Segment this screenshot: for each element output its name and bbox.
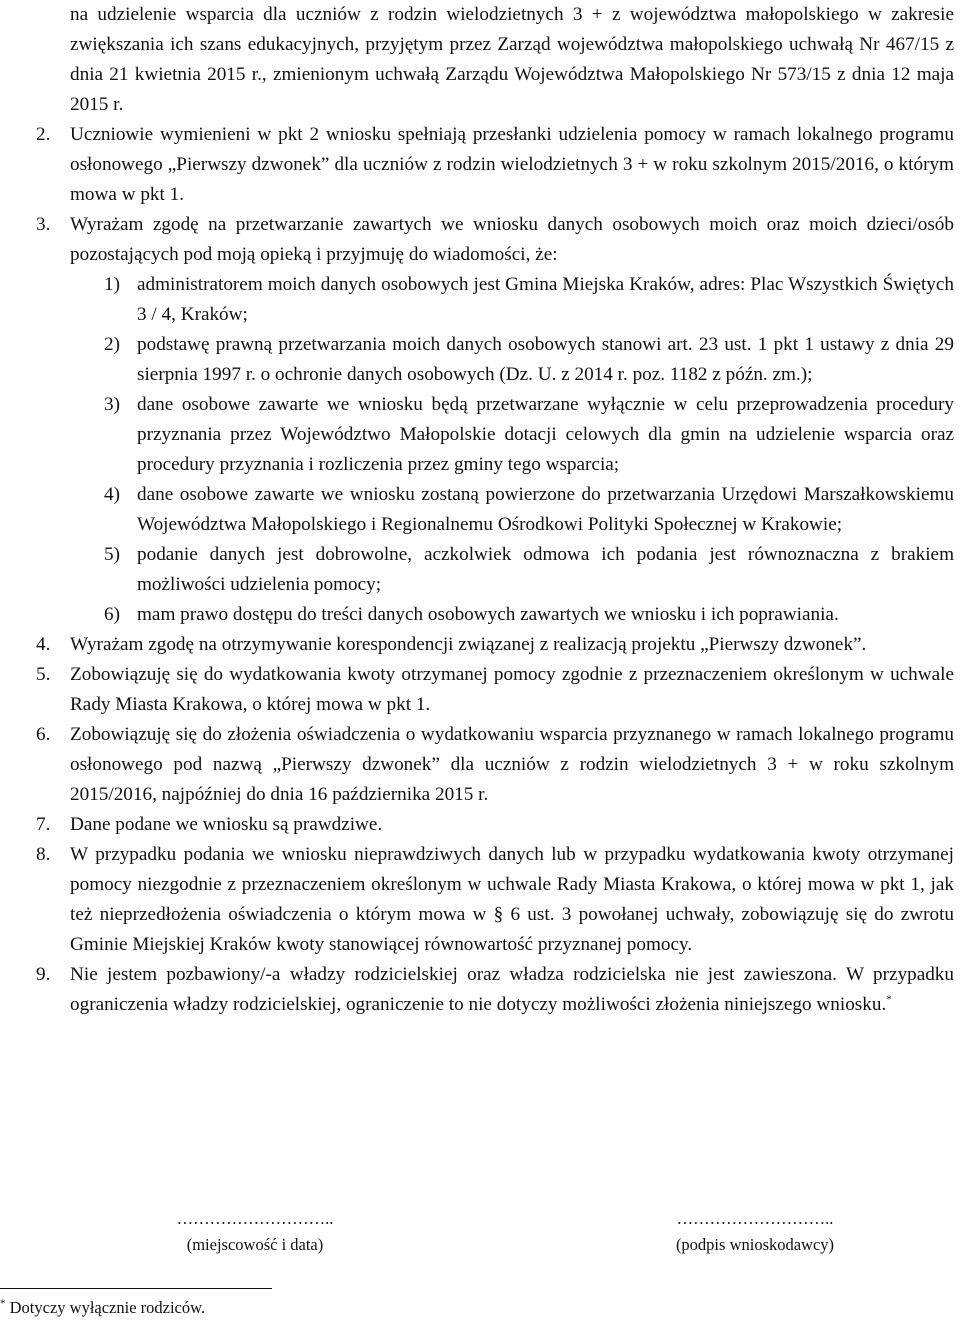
item-7 [0,810,960,840]
subitem-5 [0,540,960,600]
subitem-number: 6) [104,604,120,625]
item-text: W przypadku podania we wniosku nieprawdziwych danych lub w przypadku wydatkowania kwoty otrzymanej pomocy niezgodnie z przeznaczeniem określonym w uchwale Rady Miasta Krakowa, o której mowa w pkt 1, jak też nieprzedłożenia oświadczenia o którym mowa w § 6 ust. 3 powołanej uchwały, zobowiązuję się do zwrotu Gminie Miejskiej Kraków kwoty stanowiącej równowartość przyznanej pomocy. [70,844,954,955]
item-text: Wyrażam zgodę na otrzymywanie korespondencji związanej z realizacją projektu „Pierwszy dzwonek”. [70,634,867,655]
subitem-number: 3) [104,394,120,415]
subitem-text: dane osobowe zawarte we wniosku będą przetwarzane wyłącznie w celu przeprowadzenia procedury przyznania przez Województwo Małopolskie dotacji celowych dla gmin na udzielenie wsparcia oraz procedury przyznania i rozliczenia przez gminy tego wsparcia; [137,394,954,475]
item-8 [0,840,960,960]
subitem-number: 2) [104,334,120,355]
footnote-reference: * [886,993,892,1006]
item-5 [0,660,960,720]
item-9 [0,960,960,1020]
subitem-number: 4) [104,484,120,505]
item-number: 5. [36,664,51,685]
subitem-2 [0,330,960,390]
item-text: Zobowiązuję się do złożenia oświadczenia o wydatkowaniu wsparcia przyznanego w ramach lokalnego programu osłonowego pod nazwą „Pierwszy dzwonek” dla uczniów z rodzin wielodzietnych 3 + w roku szkolnym 2015/2016, najpóźniej do dnia 16 października 2015 r. [70,724,954,805]
footnote-text: Dotyczy wyłącznie rodziców. [9,1298,206,1317]
subitem-1 [0,270,960,330]
subitem-number: 1) [104,274,120,295]
subitem-3 [0,390,960,480]
subitem-text: podanie danych jest dobrowolne, aczkolwiek odmowa ich podania jest równoznaczna z brakiem możliwości udzielenia pomocy; [137,544,954,595]
subitem-4 [0,480,960,540]
item-text: Dane podane we wniosku są prawdziwe. [70,814,383,835]
item-2 [0,120,960,210]
subitem-text: podstawę prawną przetwarzania moich danych osobowych stanowi art. 23 ust. 1 pkt 1 ustawy z dnia 29 sierpnia 1997 r. o ochronie danych osobowych (Dz. U. z 2014 r. poz. 1182 z późn. zm.); [137,334,954,385]
place-date-label: (miejscowość i data) [186,1235,324,1254]
item-number: 4. [36,634,51,655]
footnote-separator [0,1288,272,1289]
item-text: Zobowiązuję się do wydatkowania kwoty otrzymanej pomocy zgodnie z przeznaczeniem określonym w uchwale Rady Miasta Krakowa, o której mowa w pkt 1. [70,664,954,715]
item-text: Wyrażam zgodę na przetwarzanie zawartych we wniosku danych osobowych moich oraz moich dzieci/osób pozostających pod moją opieką i przyjmuję do wiadomości, że: [70,214,954,265]
place-date-dots: ……………………….. [176,1209,334,1228]
item-number: 6. [36,724,51,745]
item-number: 3. [36,214,51,235]
item-6 [0,720,960,810]
applicant-signature-label: (podpis wnioskodawcy) [675,1235,835,1254]
item-number: 8. [36,844,51,865]
applicant-signature-dots: ……………………….. [676,1209,834,1228]
subitem-number: 5) [104,544,120,565]
item-3 [0,210,960,270]
footnote [0,1296,205,1320]
footnote-mark: * [0,1297,6,1310]
item-number: 9. [36,964,51,985]
applicant-signature [600,1206,910,1258]
item-text: Uczniowie wymienieni w pkt 2 wniosku spełniają przesłanki udzielenia pomocy w ramach lokalnego programu osłonowego „Pierwszy dzwonek” dla uczniów z rodzin wielodzietnych 3 + w roku szkolnym 2015/2016, o którym mowa w pkt 1. [70,124,954,205]
intro-paragraph: na udzielenie wsparcia dla uczniów z rodzin wielodzietnych 3 + z województwa małopolskiego w zakresie zwiększania ich szans edukacyjnych, przyjętym przez Zarząd województwa małopolskiego uchwałą Nr 467/15 z dnia 21 kwietnia 2015 r., zmienionym uchwałą Zarządu Województwa Małopolskiego Nr 573/15 z dnia 12 maja 2015 r. [70,4,954,115]
item-text: Nie jestem pozbawiony/-a władzy rodzicielskiej oraz władza rodzicielska nie jest zawieszona. W przypadku ograniczenia władzy rodzicielskiej, ograniczenie to nie dotyczy możliwości złożenia niniejszego wniosku. [70,964,954,1015]
place-date-signature [100,1206,410,1258]
subitem-text: mam prawo dostępu do treści danych osobowych zawartych we wniosku i ich poprawiania. [137,604,839,625]
subitem-6 [0,600,960,630]
subitem-text: administratorem moich danych osobowych jest Gmina Miejska Kraków, adres: Plac Wszystkich Świętych 3 / 4, Kraków; [137,274,954,325]
item-number: 2. [36,124,51,145]
subitem-text: dane osobowe zawarte we wniosku zostaną powierzone do przetwarzania Urzędowi Marszałkowskiemu Województwa Małopolskiego i Regionalnemu Ośrodkowi Polityki Społecznej w Krakowie; [137,484,954,535]
item-number: 7. [36,814,51,835]
item-4 [0,630,960,660]
